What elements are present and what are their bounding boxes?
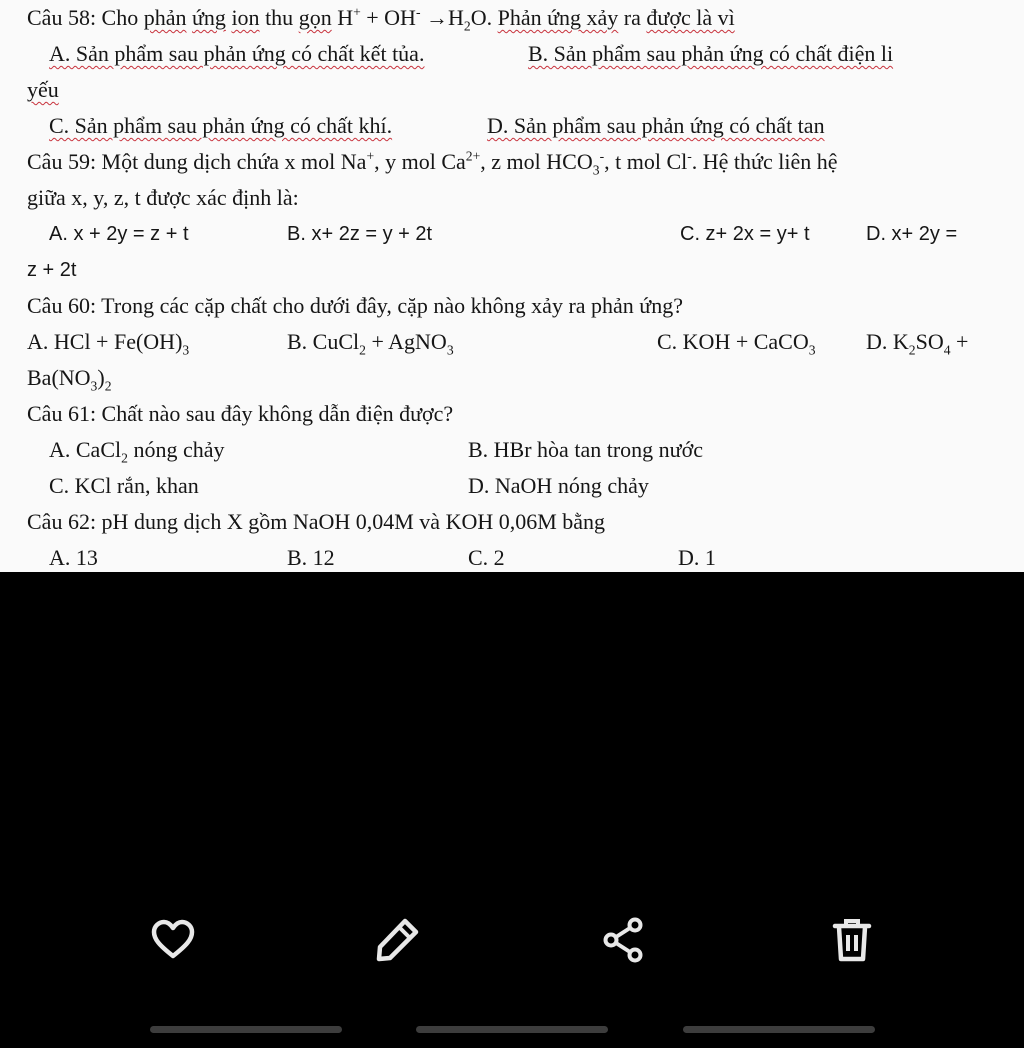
q59-option-c: C. z+ 2x = y+ t [680, 223, 810, 245]
q58-text: ion [231, 5, 260, 30]
q58-text: →H [420, 5, 464, 30]
question-60-stem: Câu 60: Trong các cặp chất cho dưới đây, cặp nào không xảy ra phản ứng? [27, 293, 683, 318]
question-59-stem-line2: giữa x, y, z, t được xác định là: [27, 185, 299, 210]
q58-option-c: C. Sản phẩm sau phản ứng có chất khí. [49, 113, 393, 138]
superscript: - [599, 148, 605, 164]
q58-text: ra [618, 5, 647, 30]
pencil-icon [373, 916, 421, 964]
q62-option-b: B. 12 [287, 545, 335, 570]
q59-text: Câu 59: Một dung dịch chứa x mol Na [27, 149, 367, 174]
photo-viewer-toolbar [0, 880, 1024, 990]
q60-text: SO [915, 329, 944, 354]
q58-option-b: B. Sản phẩm sau phản ứng có chất điện li [528, 41, 894, 66]
subscript: 3 [90, 378, 98, 394]
q60-text: C. KOH + CaCO [657, 329, 809, 354]
q60-option-c [657, 324, 816, 361]
q61-option-a [49, 432, 224, 469]
q58-option-b-wrap: yếu [27, 77, 59, 102]
subscript: 4 [943, 342, 951, 358]
q60-option-b [287, 324, 454, 361]
nav-back-button[interactable] [683, 1026, 875, 1033]
q58-option-a: A. Sản phẩm sau phản ứng có chất kết tủa. [49, 41, 425, 66]
q60-option-d-wrap [27, 360, 112, 397]
q62-option-d: D. 1 [678, 545, 716, 570]
q61-option-c: C. KCl rắn, khan [49, 473, 199, 498]
q58-option-d: D. Sản phẩm sau phản ứng có chất tan [487, 113, 825, 138]
q60-option-a [27, 324, 189, 361]
q59-option-a: A. x + 2y = z + t [49, 223, 189, 245]
subscript: 3 [446, 342, 454, 358]
q58-text: ứng [192, 5, 226, 30]
q59-text: , z mol HCO [480, 149, 593, 174]
superscript: + [366, 148, 375, 164]
superscript: - [415, 4, 421, 20]
superscript: + [353, 4, 361, 20]
q58-text: H [331, 5, 354, 30]
q60-text: D. K [866, 329, 909, 354]
system-navigation-bar [0, 1016, 1024, 1048]
q60-text: + [950, 329, 969, 354]
q60-text: Ba(NO [27, 365, 91, 390]
q58-text: thu [259, 5, 299, 30]
superscript: - [687, 148, 692, 164]
q59-option-d: D. x+ 2y = [866, 223, 958, 245]
subscript: 2 [463, 18, 471, 34]
q59-option-b: B. x+ 2z = y + 2t [287, 223, 433, 245]
q60-text: ) [97, 365, 105, 390]
q61-text: nóng chảy [127, 437, 225, 462]
q58-text: Câu 58: Cho [27, 5, 144, 30]
edit-button[interactable] [367, 910, 427, 970]
delete-button[interactable] [822, 910, 882, 970]
q62-option-c: C. 2 [468, 545, 505, 570]
trash-icon [828, 916, 876, 964]
heart-icon [149, 916, 197, 964]
subscript: 2 [359, 342, 366, 358]
q61-option-b: B. HBr hòa tan trong nước [468, 437, 703, 462]
q60-option-d [866, 324, 968, 361]
subscript: 3 [592, 162, 600, 178]
q58-text: Phản ứng xảy [497, 5, 619, 30]
q58-text: + OH [360, 5, 416, 30]
q58-text: O. [470, 5, 498, 30]
q58-text: gọn [298, 5, 332, 30]
q60-text: B. CuCl [287, 329, 360, 354]
q60-text: A. HCl + Fe(OH) [27, 329, 183, 354]
subscript: 2 [104, 378, 112, 394]
question-61-stem: Câu 61: Chất nào sau đây không dẫn điện được? [27, 401, 454, 426]
q59-option-d-wrap: z + 2t [27, 259, 77, 281]
superscript: 2+ [465, 148, 481, 164]
question-62-stem: Câu 62: pH dung dịch X gồm NaOH 0,04M và KOH 0,06M bằng [27, 509, 606, 534]
share-button[interactable] [595, 910, 655, 970]
q59-text: , t mol Cl [604, 149, 688, 174]
question-59-stem [27, 144, 838, 181]
subscript: 2 [908, 342, 916, 358]
favorite-button[interactable] [143, 910, 203, 970]
subscript: 2 [121, 450, 128, 466]
subscript: 3 [182, 342, 190, 358]
q58-text: được là vì [646, 5, 735, 30]
share-icon [601, 916, 649, 964]
q62-option-a: A. 13 [49, 545, 98, 570]
q60-text: + AgNO [365, 329, 447, 354]
q59-text: . Hệ thức liên hệ [691, 149, 838, 174]
nav-home-button[interactable] [416, 1026, 608, 1033]
q61-option-d: D. NaOH nóng chảy [468, 473, 649, 498]
q59-text: , y mol Ca [374, 149, 466, 174]
subscript: 3 [808, 342, 816, 358]
question-58-stem [27, 0, 735, 37]
q58-text: phản [143, 5, 187, 30]
nav-recent-apps-button[interactable] [150, 1026, 342, 1033]
q61-text: A. CaCl [49, 437, 122, 462]
